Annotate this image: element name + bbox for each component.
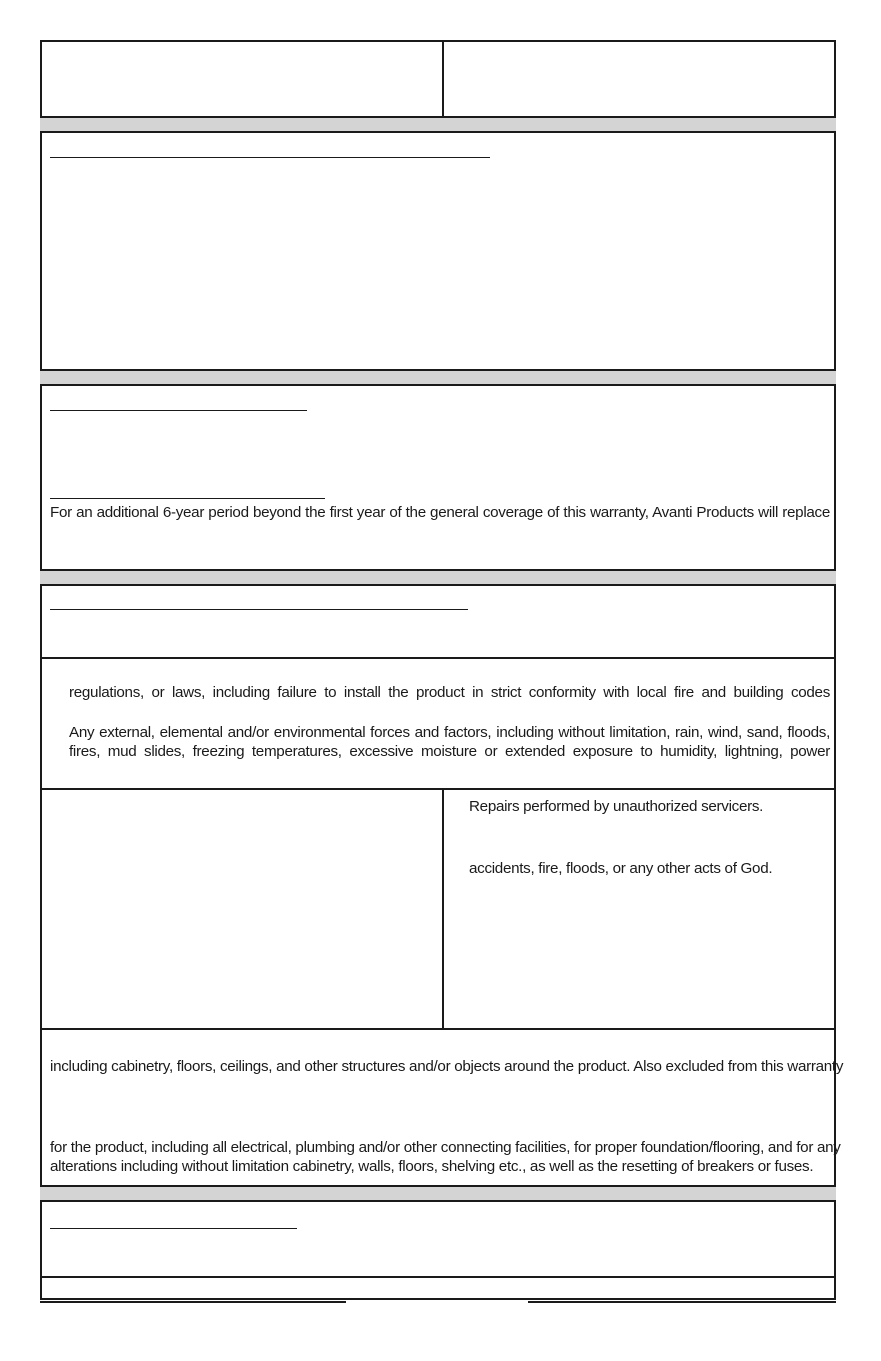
exclusion-external-text-2: fires, mud slides, freezing temperatures, excessive moisture or extended exposure to humidity, lightning, power <box>69 743 830 760</box>
damages-text-1: including cabinetry, floors, ceilings, and other structures and/or objects around the product. Also excluded from this warranty <box>50 1058 844 1075</box>
exclusion-acts-of-god: accidents, fire, floods, or any other acts of God. <box>469 860 773 877</box>
exclusion-unauthorized-repairs: Repairs performed by unauthorized servicers. <box>469 798 764 815</box>
divider-signature-row <box>40 1276 836 1278</box>
warranty-form-frame <box>40 40 844 1300</box>
section-1-heading-underline <box>50 157 490 158</box>
section-band-3 <box>40 569 836 586</box>
signature-line-right <box>528 1301 836 1303</box>
general-coverage-text: For an additional 6-year period beyond the first year of the general coverage of this warranty, Avanti Products will replace <box>50 504 830 521</box>
section-band-2 <box>40 369 836 386</box>
header-divider <box>442 40 444 120</box>
section-4-heading-underline <box>50 1228 297 1229</box>
damages-text-2: for the product, including all electrical, plumbing and/or other connecting facilities, for proper foundation/flooring, and for any <box>50 1139 841 1156</box>
section-3-heading-underline <box>50 609 468 610</box>
damages-text-3: alterations including without limitation cabinetry, walls, floors, shelving etc., as well as the resetting of breakers or fuses. <box>50 1158 814 1175</box>
exclusion-external-text-1: Any external, elemental and/or environmental forces and factors, including without limitation, rain, wind, sand, floods, <box>69 724 830 741</box>
divider-exclusions-top <box>40 657 836 659</box>
divider-damages-top <box>40 1028 836 1030</box>
section-band-1 <box>40 116 836 133</box>
exclusions-column-divider <box>442 788 444 1030</box>
divider-exclusions-columns-top <box>40 788 836 790</box>
section-2-subheading-underline <box>50 498 325 499</box>
section-2-heading-underline <box>50 410 307 411</box>
exclusion-regulations-text: regulations, or laws, including failure to install the product in strict conformity with local fire and building codes <box>69 684 830 701</box>
section-band-4 <box>40 1185 836 1202</box>
signature-line-left <box>40 1301 346 1303</box>
